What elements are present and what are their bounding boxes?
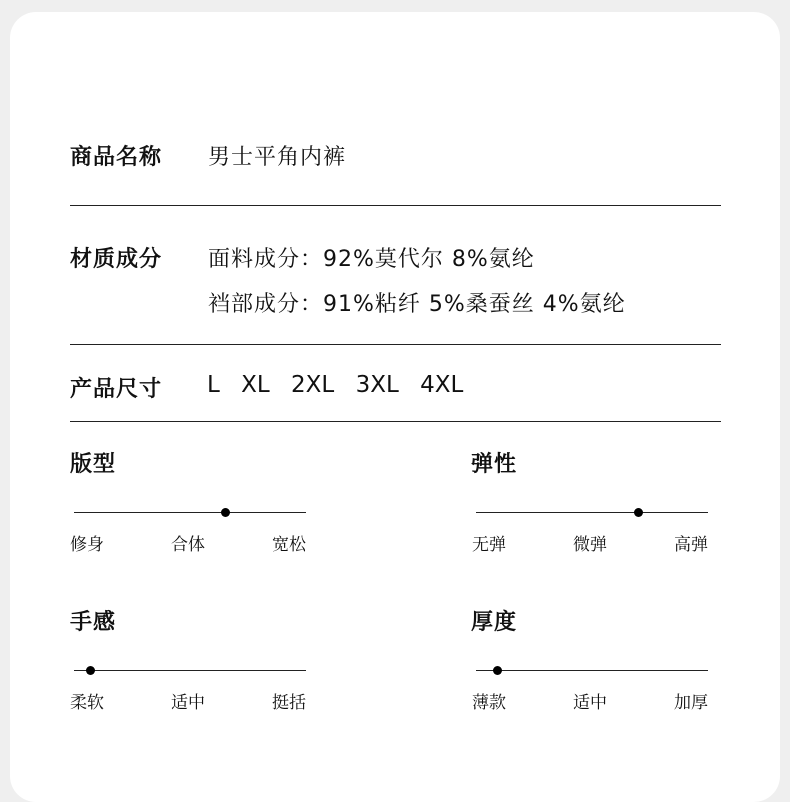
scale-indicator-dot [86,666,95,675]
size-option: 3XL [355,372,399,398]
scale-indicator-dot [221,508,230,517]
scale-track [476,512,708,513]
size-option: 2XL [291,372,335,398]
scale-label-mid: 适中 [171,693,205,713]
divider [70,344,721,345]
scale-track [74,670,306,671]
size-option: 4XL [420,372,464,398]
fit-title: 版型 [70,452,117,477]
material-label: 材质成分 [70,247,163,272]
hand-feel-title: 手感 [70,610,117,635]
scale-label-mid: 合体 [171,535,205,555]
scale-indicator-dot [634,508,643,517]
elasticity-title: 弹性 [471,452,518,477]
material-line-fabric: 面料成分：92%莫代尔 8%氨纶 [208,247,535,272]
scale-label-high: 宽松 [272,535,306,555]
product-name-value: 男士平角内裤 [208,145,347,170]
size-option: L [207,372,220,398]
scale-track [74,512,306,513]
thickness-scale [472,670,708,730]
hand-feel-scale [70,670,306,730]
scale-label-mid: 微弹 [573,535,607,555]
scale-indicator-dot [493,666,502,675]
fit-scale [70,512,306,572]
thickness-title: 厚度 [471,610,518,635]
scale-track [476,670,708,671]
divider [70,421,721,422]
material-line-crotch: 裆部成分：91%粘纤 5%桑蚕丝 4%氨纶 [208,292,626,317]
divider [70,205,721,206]
scale-label-mid: 适中 [573,693,607,713]
size-option: XL [241,372,270,398]
scale-label-high: 高弹 [674,535,708,555]
scale-label-high: 加厚 [674,693,708,713]
scale-label-high: 挺括 [272,693,306,713]
size-list [207,372,477,398]
elasticity-scale [472,512,708,572]
scale-label-low: 无弹 [472,535,506,555]
scale-label-low: 薄款 [472,693,506,713]
scale-label-low: 柔软 [70,693,104,713]
product-name-label: 商品名称 [70,145,163,170]
size-label: 产品尺寸 [70,377,163,402]
scale-label-low: 修身 [70,535,104,555]
